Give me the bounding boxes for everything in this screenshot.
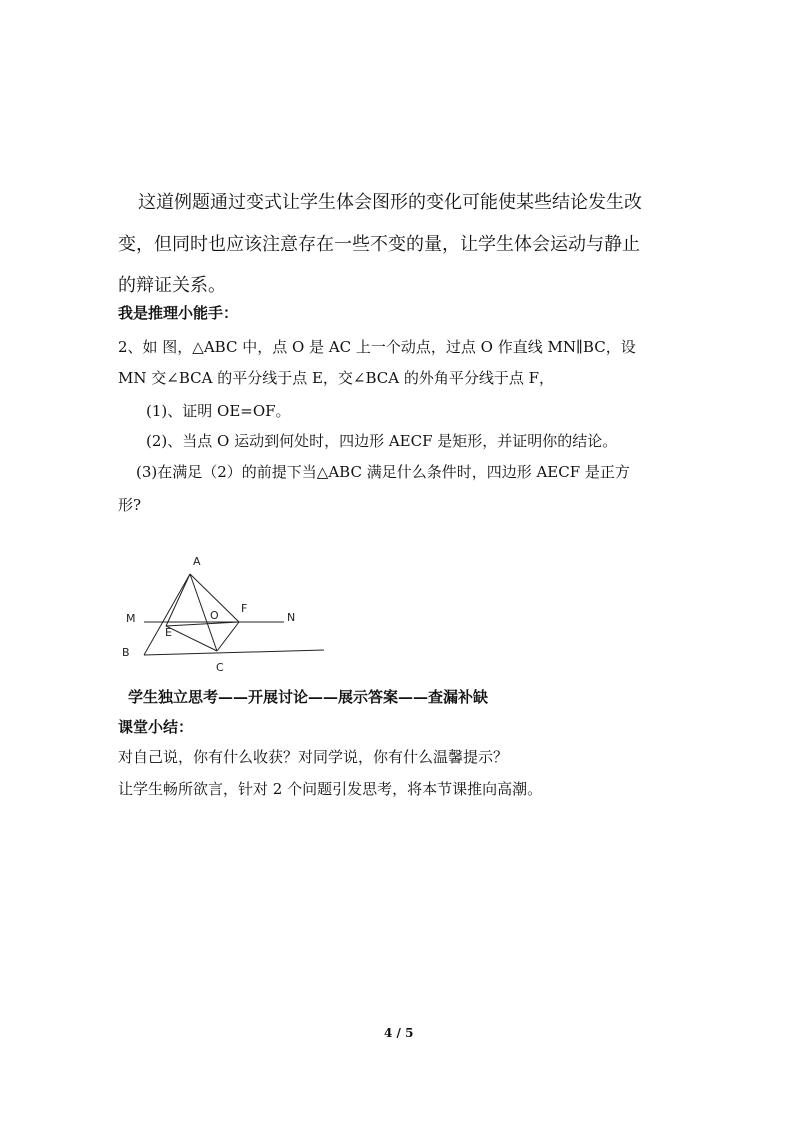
segment-ae (166, 574, 190, 626)
label-c: C (216, 661, 224, 674)
problem-line-2: MN 交∠BCA 的平分线于点 E，交∠BCA 的外角平分线于点 F， (118, 369, 555, 387)
section-heading-summary: 课堂小结： (118, 718, 194, 736)
summary-line-1: 对自己说，你有什么收获？对同学说，你有什么温馨提示？ (118, 748, 509, 766)
question-1: (1)、证明 OE=OF。 (146, 402, 291, 420)
label-f: F (241, 602, 248, 615)
segment-ab (144, 574, 190, 655)
intro-line-1: 这道例题通过变式让学生体会图形的变化可能使某些结论发生改 (138, 192, 642, 213)
section-heading-reasoning: 我是推理小能手： (118, 304, 239, 322)
segment-fc (217, 622, 239, 651)
label-b: B (122, 646, 130, 659)
label-m: M (126, 612, 136, 625)
label-o: O (210, 609, 219, 622)
question-3-line-1: (3)在满足（2）的前提下当△ABC 满足什么条件时，四边形 AECF 是正方 (136, 463, 630, 481)
process-steps: 学生独立思考——开展讨论——展示答案——查漏补缺 (128, 688, 489, 706)
question-3-line-2: 形? (118, 496, 142, 514)
intro-line-3: 的辩证关系。 (118, 275, 226, 296)
label-a: A (193, 555, 201, 568)
label-e: E (165, 626, 172, 639)
intro-line-2: 变，但同时也应该注意存在一些不变的量，让学生体会运动与静止 (118, 234, 640, 255)
segment-ef (166, 622, 239, 626)
question-2: (2)、当点 O 运动到何处时，四边形 AECF 是矩形，并证明你的结论。 (146, 432, 618, 450)
summary-line-2: 让学生畅所欲言，针对 2 个问题引发思考，将本节课推向高潮。 (118, 780, 543, 798)
label-n: N (287, 611, 296, 624)
line-bc (144, 650, 324, 655)
geometry-diagram (110, 548, 340, 678)
problem-line-1: 2、如 图，△ABC 中，点 O 是 AC 上一个动点，过点 O 作直线 MN∥BC，设 (118, 338, 636, 356)
page-number: 4 / 5 (384, 1026, 414, 1040)
